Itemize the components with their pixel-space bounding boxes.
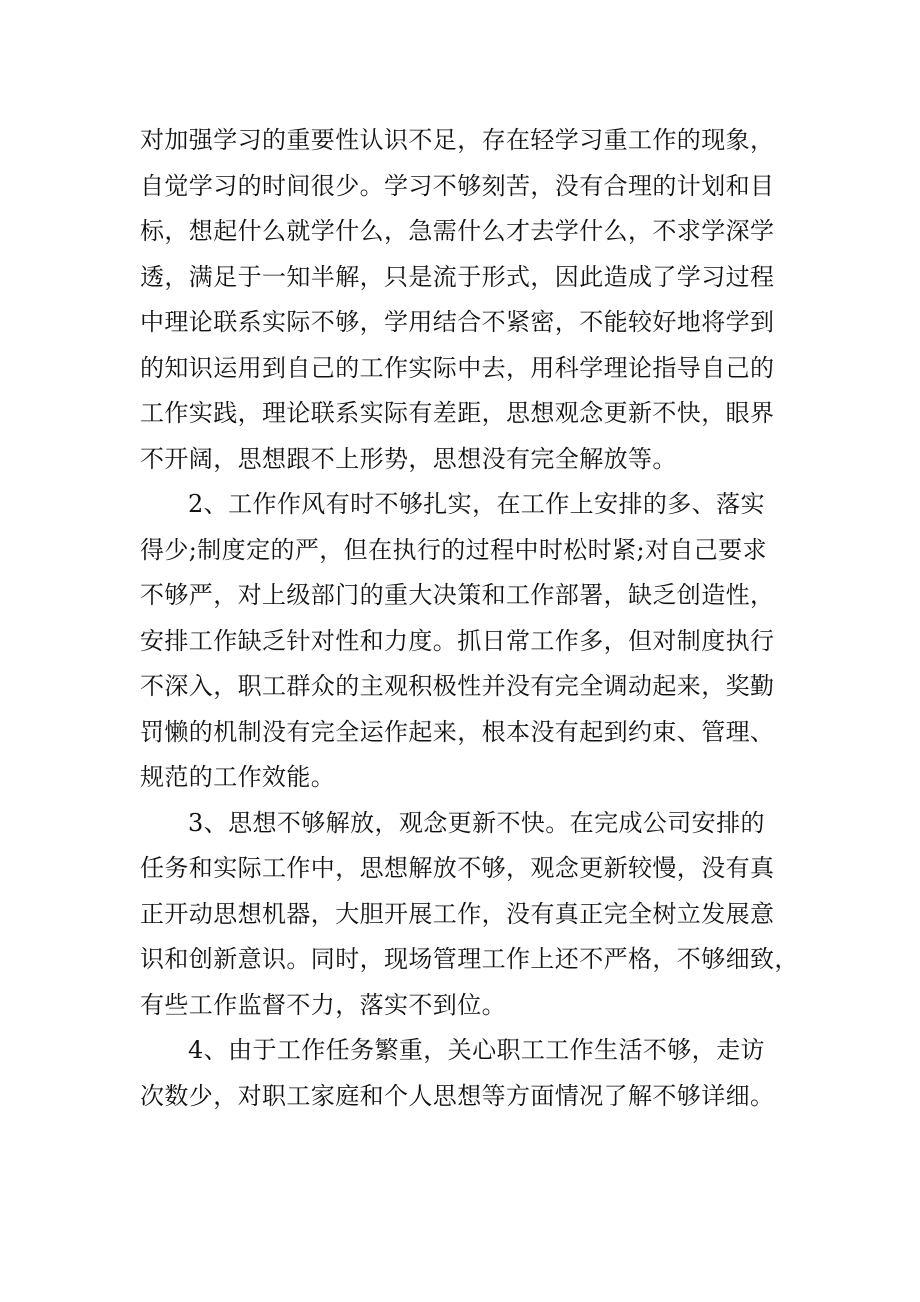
paragraph-line: 的知识运用到自己的工作实际中去，用科学理论指导自己的 xyxy=(140,353,775,382)
paragraph-4 xyxy=(140,1028,800,1119)
paragraph-line: 次数少，对职工家庭和个人思想等方面情况了解不够详细。 xyxy=(140,1081,775,1110)
paragraph-2 xyxy=(140,482,800,801)
paragraph-line: 罚懒的机制没有完全运作起来，根本没有起到约束、管理、 xyxy=(140,717,775,746)
paragraph-line: 自觉学习的时间很少。学习不够刻苦，没有合理的计划和目 xyxy=(140,171,775,200)
paragraph-line: 3、思想不够解放，观念更新不快。在完成公司安排的 xyxy=(188,808,765,837)
paragraph-3 xyxy=(140,801,800,1029)
paragraph-line: 规范的工作效能。 xyxy=(140,763,336,791)
paragraph-line: 透，满足于一知半解，只是流于形式，因此造成了学习过程 xyxy=(140,262,775,291)
paragraph-line: 不够严，对上级部门的重大决策和工作部署，缺乏创造性， xyxy=(140,581,775,609)
paragraph-line: 得少;制度定的严，但在执行的过程中时松时紧;对自己要求 xyxy=(140,535,767,564)
paragraph-line: 工作实践，理论联系实际有差距，思想观念更新不快，眼界 xyxy=(140,399,775,427)
paragraph-line: 标，想起什么就学什么，急需什么才去学什么，不求学深学 xyxy=(140,217,775,245)
paragraph-line: 不开阔，思想跟不上形势，思想没有完全解放等。 xyxy=(140,444,677,473)
paragraph-line: 识和创新意识。同时，现场管理工作上还不严格，不够细致， xyxy=(140,945,799,973)
paragraph-line: 有些工作监督不力，落实不到位。 xyxy=(140,990,506,1019)
paragraph-line: 对加强学习的重要性认识不足，存在轻学习重工作的现象， xyxy=(140,126,775,154)
paragraph-1 xyxy=(140,118,800,482)
paragraph-line: 安排工作缺乏针对性和力度。抓日常工作多，但对制度执行 xyxy=(140,626,775,655)
paragraph-line: 4、由于工作任务繁重，关心职工工作生活不够，走访 xyxy=(188,1036,765,1064)
paragraph-line: 不深入，职工群众的主观积极性并没有完全调动起来，奖勤 xyxy=(140,672,775,700)
document-body xyxy=(140,118,800,1119)
paragraph-line: 2、工作作风有时不够扎实，在工作上安排的多、落实 xyxy=(188,490,765,518)
paragraph-line: 中理论联系实际不够，学用结合不紧密，不能较好地将学到 xyxy=(140,308,775,336)
paragraph-line: 任务和实际工作中，思想解放不够，观念更新较慢，没有真 xyxy=(140,854,775,882)
paragraph-line: 正开动思想机器，大胆开展工作，没有真正完全树立发展意 xyxy=(140,899,775,928)
